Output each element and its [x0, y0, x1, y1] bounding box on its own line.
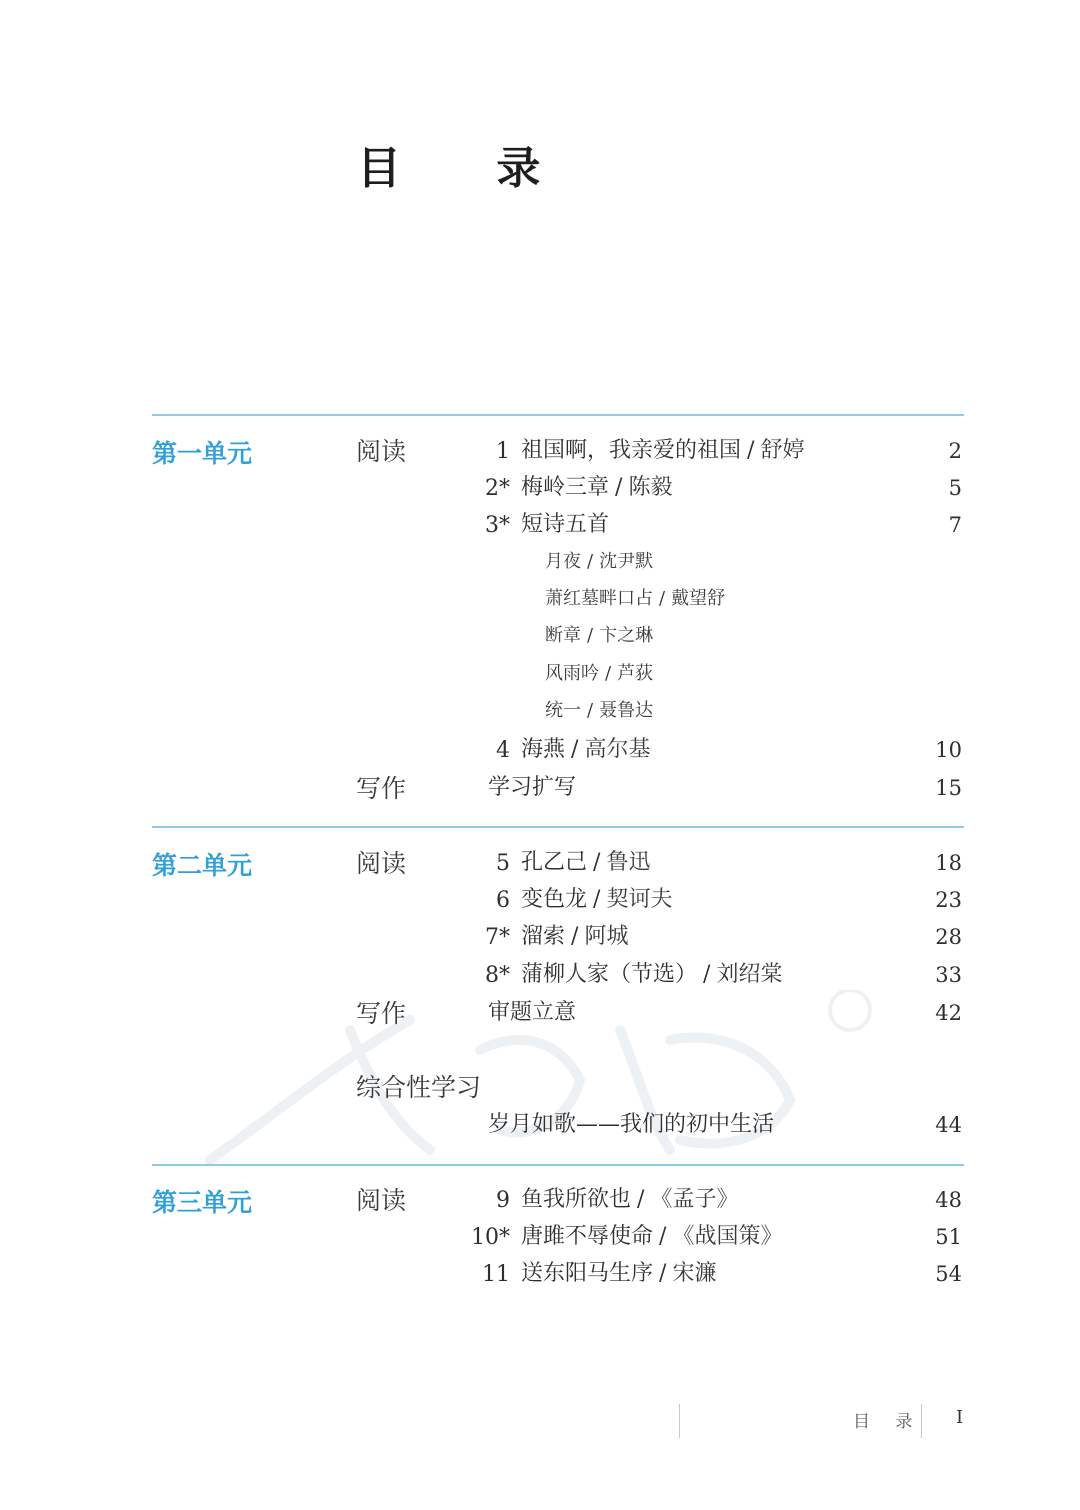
- lesson-number: 6: [496, 888, 510, 913]
- page-number: 7: [948, 513, 962, 537]
- page-number: 5: [948, 476, 962, 500]
- poem-author: 芦荻: [617, 663, 654, 684]
- page-number: 15: [935, 776, 962, 800]
- lesson-title-line: 孔乙己 / 鲁迅: [521, 850, 651, 875]
- lesson-author: 《孟子》: [650, 1187, 739, 1212]
- unit-divider: [152, 414, 964, 416]
- lesson-title: 唐雎不辱使命: [521, 1224, 654, 1249]
- page-number: 54: [935, 1262, 962, 1286]
- poem-title: 月夜: [545, 551, 581, 572]
- poem-entry[interactable]: 风雨吟 / 芦荻: [545, 663, 654, 684]
- page-number: 2: [948, 439, 962, 463]
- poem-author: 聂鲁达: [599, 700, 654, 721]
- poem-entry[interactable]: 萧红墓畔口占 / 戴望舒: [545, 588, 726, 609]
- lesson-number: 7*: [485, 925, 510, 950]
- page-number: 48: [935, 1188, 962, 1212]
- unit-divider: [152, 826, 964, 828]
- footer-page-number: I: [956, 1407, 964, 1428]
- lesson-title-line: 送东阳马生序 / 宋濂: [521, 1261, 717, 1286]
- footer-divider: [921, 1404, 922, 1438]
- page-number: 23: [935, 888, 962, 912]
- poem-title: 统一: [545, 700, 581, 721]
- lesson-title: 短诗五首: [521, 512, 610, 537]
- lesson-author: 鲁迅: [606, 850, 651, 875]
- poem-entry[interactable]: 统一 / 聂鲁达: [545, 700, 654, 721]
- footer-label: 目 录: [853, 1412, 923, 1432]
- poem-author: 戴望舒: [671, 588, 726, 609]
- lesson-title: 送东阳马生序: [521, 1261, 654, 1286]
- lesson-title-line: 蒲柳人家（节选） / 刘绍棠: [521, 962, 783, 987]
- lesson-title: 祖国啊，我亲爱的祖国: [521, 438, 742, 463]
- lesson-title-line: 溜索 / 阿城: [521, 924, 629, 949]
- lesson-title: 鱼我所欲也: [521, 1187, 632, 1212]
- lesson-title-line: 海燕 / 高尔基: [521, 737, 651, 762]
- footer-divider: [679, 1404, 680, 1438]
- lesson-title-line: 梅岭三章 / 陈毅: [521, 475, 673, 500]
- lesson-number: 10*: [471, 1225, 510, 1250]
- page-number: 44: [935, 1113, 962, 1137]
- lesson-author: 陈毅: [628, 475, 673, 500]
- lesson-number: 1: [496, 439, 510, 464]
- page-number: 33: [935, 963, 962, 987]
- lesson-title-line: 鱼我所欲也 / 《孟子》: [521, 1187, 739, 1212]
- lesson-author: 《战国策》: [672, 1224, 783, 1249]
- writing-title: 审题立意: [488, 1000, 577, 1025]
- lesson-number: 11: [482, 1262, 510, 1287]
- page-number: 10: [935, 738, 962, 762]
- page-number: 18: [935, 851, 962, 875]
- lesson-number: 4: [496, 738, 510, 763]
- reading-category: 阅读: [356, 1186, 407, 1215]
- lesson-title: 孔乙己: [521, 850, 588, 875]
- lesson-author: 宋濂: [672, 1261, 717, 1286]
- lesson-number: 5: [496, 851, 510, 876]
- poem-title: 断章: [545, 625, 581, 646]
- lesson-title: 变色龙: [521, 887, 588, 912]
- lesson-author: 高尔基: [584, 737, 651, 762]
- lesson-title: 梅岭三章: [521, 475, 610, 500]
- lesson-number: 8*: [485, 963, 510, 988]
- lesson-title: 蒲柳人家（节选）: [521, 962, 698, 987]
- lesson-number: 9: [496, 1188, 510, 1213]
- unit-label: 第二单元: [152, 851, 253, 880]
- poem-author: 卞之琳: [599, 625, 654, 646]
- writing-title: 学习扩写: [488, 775, 577, 800]
- lesson-title-line: 唐雎不辱使命 / 《战国策》: [521, 1224, 783, 1249]
- unit-label: 第三单元: [152, 1188, 253, 1217]
- lesson-number: 2*: [485, 476, 510, 501]
- unit-label: 第一单元: [152, 439, 253, 468]
- reading-category: 阅读: [356, 437, 407, 466]
- unit-divider: [152, 1164, 964, 1166]
- poem-title: 萧红墓畔口占: [545, 588, 653, 609]
- lesson-author: 契诃夫: [606, 887, 673, 912]
- poem-entry[interactable]: 断章 / 卞之琳: [545, 625, 654, 646]
- lesson-author: 阿城: [584, 924, 629, 949]
- comprehensive-category: 综合性学习: [356, 1073, 482, 1102]
- writing-category: 写作: [356, 999, 407, 1028]
- page-number: 28: [935, 925, 962, 949]
- page-number: 51: [935, 1225, 962, 1249]
- poem-entry[interactable]: 月夜 / 沈尹默: [545, 551, 654, 572]
- lesson-title-line: 祖国啊，我亲爱的祖国 / 舒婷: [521, 438, 805, 463]
- lesson-title: 溜索: [521, 924, 566, 949]
- lesson-author: 刘绍棠: [716, 962, 783, 987]
- poem-author: 沈尹默: [599, 551, 654, 572]
- page-number: 42: [935, 1001, 962, 1025]
- lesson-number: 3*: [485, 513, 510, 538]
- poem-title: 风雨吟: [545, 663, 599, 684]
- comprehensive-title: 岁月如歌——我们的初中生活: [488, 1112, 775, 1137]
- lesson-title: 海燕: [521, 737, 566, 762]
- lesson-author: 舒婷: [760, 438, 805, 463]
- writing-category: 写作: [356, 774, 407, 803]
- reading-category: 阅读: [356, 849, 407, 878]
- page-title: 目 录: [357, 143, 581, 194]
- lesson-title-line: 变色龙 / 契诃夫: [521, 887, 673, 912]
